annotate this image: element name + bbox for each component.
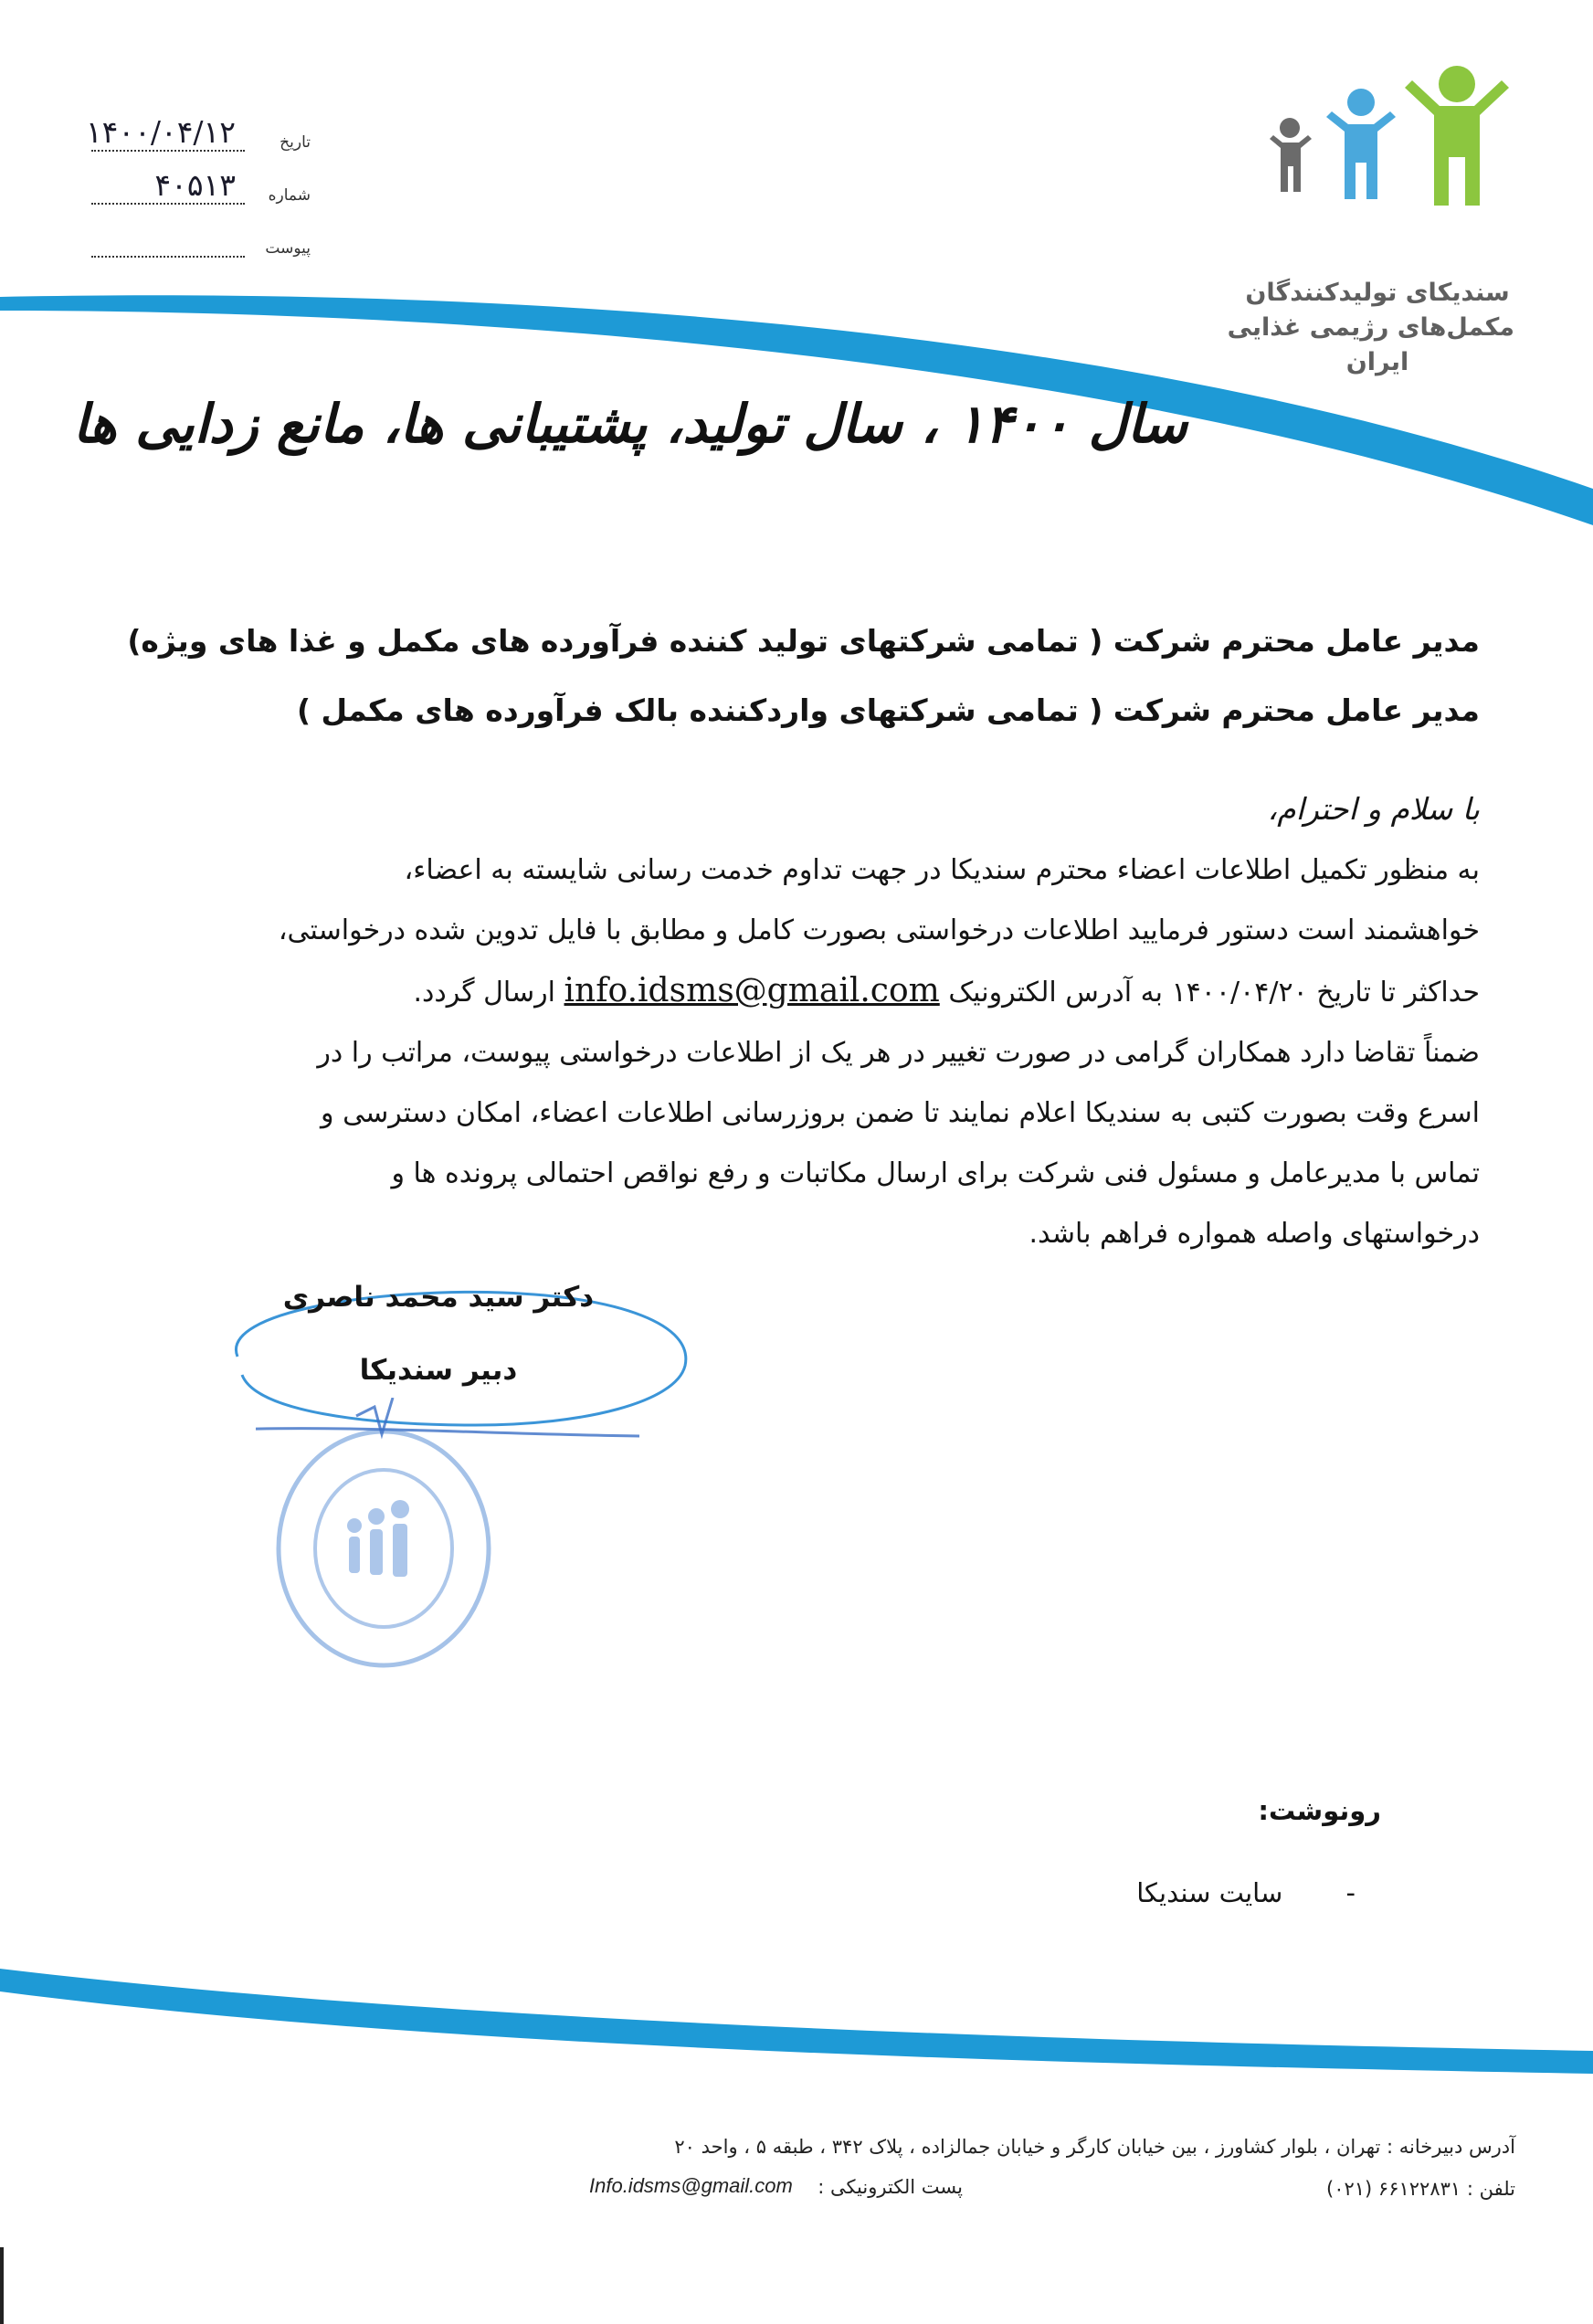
signatory-name: دکتر سید محمد ناصری (282, 1281, 595, 1314)
footer-phone: تلفن : ۶۶۱۲۲۸۳۱ (۰۲۱) (1326, 2178, 1515, 2200)
recipients (127, 607, 1480, 745)
copy-to-item (1136, 1877, 1356, 1908)
number-value: ۴۰۵۱۳ (154, 167, 236, 203)
recipient-line-2: مدیر عامل محترم شرکت ( تمامی شرکتهای واردکننده بالک فرآورده های مکمل ) (296, 692, 1480, 728)
meta-number-row (82, 161, 311, 214)
recipient-line-1: مدیر عامل محترم شرکت ( تمامی شرکتهای تولید کننده فرآورده های مکمل و غذا های ویژه) (127, 623, 1480, 659)
footer-email-label: پست الکترونیکی : (818, 2176, 963, 2198)
attachment-label: پیوست (265, 239, 311, 258)
body-line-7: درخواستهای واصله همواره فراهم باشد. (1029, 1218, 1480, 1250)
copy-to-item-label: سایت سندیکا (1136, 1877, 1283, 1908)
scan-edge-mark (0, 2247, 4, 2324)
body-line-2: خواهشمند است دستور فرمایید اطلاعات درخواستی بصورت کامل و مطابق با فایل تدوین شده درخواستی، (278, 914, 1480, 946)
number-dotted-line (91, 203, 245, 205)
letter-meta (82, 108, 311, 267)
org-name-line-2: مکمل‌های رژیمی غذایی (1227, 313, 1514, 342)
footer-address: آدرس دبیرخانه : تهران ، بلوار کشاورز ، بین خیابان کارگر و خیابان جمالزاده ، پلاک ۳۴۲ ، طبقه ۵ ، واحد ۲۰ (674, 2136, 1515, 2158)
date-value: ۱۴۰۰/۰۴/۱۲ (85, 114, 236, 150)
date-dotted-line (91, 150, 245, 152)
attachment-dotted-line (91, 256, 245, 258)
body-email-link[interactable]: info.idsms@gmail.com (564, 972, 940, 1009)
copy-to-title: رونوشت: (1258, 1795, 1381, 1826)
body-line-3-pre: حداکثر تا تاریخ ۱۴۰۰/۰۴/۲۰ به آدرس الکترونیک (948, 977, 1480, 1009)
family-figures-icon (1261, 64, 1535, 210)
meta-date-row (82, 108, 311, 161)
body-line-4: ضمناً تقاضا دارد همکاران گرامی در صورت تغییر در هر یک از اطلاعات درخواستی پیوست، مراتب را در (317, 1037, 1480, 1069)
year-slogan: سال ۱۴۰۰ ، سال تولید، پشتیبانی ها، مانع زدایی ها (72, 393, 1187, 455)
org-name-line-1: سندیکای تولیدکنندگان (1245, 279, 1510, 307)
date-label: تاریخ (280, 133, 311, 152)
footer-email[interactable]: Info.idsms@gmail.com (589, 2174, 793, 2197)
body-line-1: به منظور تکمیل اطلاعات اعضاء محترم سندیکا در جهت تداوم خدمت رسانی شایسته به اعضاء، (404, 854, 1480, 886)
organization-stamp (256, 1398, 639, 1708)
body-line-3 (110, 961, 1480, 1023)
body-line-3-post: ارسال گردد. (413, 977, 555, 1009)
copy-to-dash: - (1345, 1877, 1356, 1908)
footer-blue-band (0, 1950, 1593, 2078)
letter-body (110, 840, 1480, 1264)
meta-attachment-row (82, 214, 311, 267)
body-line-5: اسرع وقت بصورت کتبی به سندیکا اعلام نمایند تا ضمن بروزرسانی اطلاعات اعضاء، امکان دسترسی و (321, 1097, 1480, 1129)
greeting: با سلام و احترام، (1267, 791, 1480, 827)
signatory-title: دبیر سندیکا (359, 1354, 518, 1387)
number-label: شماره (268, 186, 311, 205)
body-line-6: تماس با مدیرعامل و مسئول فنی شرکت برای ارسال مکاتبات و رفع نواقص احتمالی پرونده ها و (391, 1157, 1480, 1189)
org-name-line-3: ایران (1345, 348, 1409, 376)
